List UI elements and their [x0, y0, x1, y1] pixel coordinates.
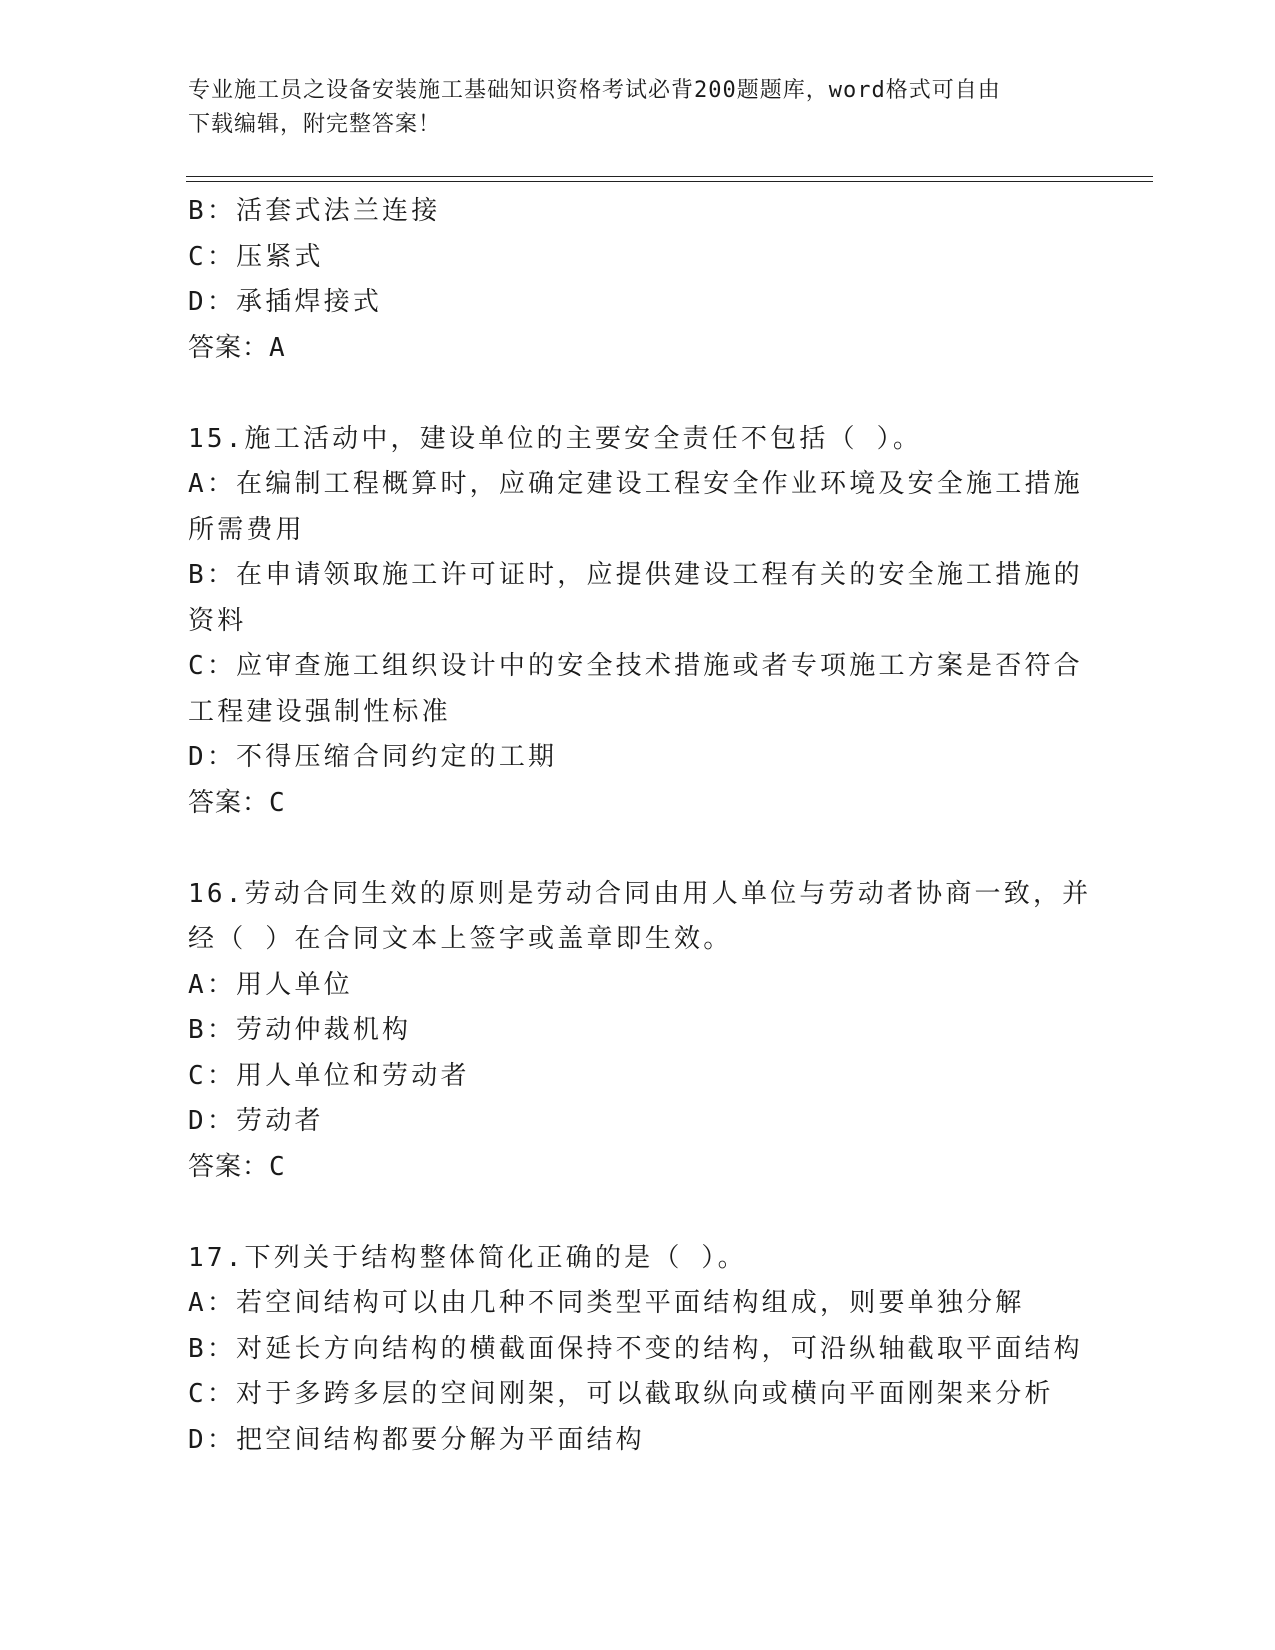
question-spacer: [188, 826, 1088, 872]
question-16: [188, 872, 1092, 1191]
question-stem: 16.劳动合同生效的原则是劳动合同由用人单位与劳动者协商一致，并: [188, 878, 1092, 909]
option-b-continued: 资料: [188, 605, 247, 636]
question-content: [188, 189, 1092, 1463]
header-divider-top: [186, 176, 1153, 177]
question-stem: 15.施工活动中，建设单位的主要安全责任不包括（ ）。: [188, 423, 923, 454]
answer-line: 答案：C: [188, 787, 286, 818]
option-b: B：活套式法兰连接: [188, 196, 441, 226]
option-b: B：劳动仲裁机构: [188, 1015, 412, 1045]
option-a: A：用人单位: [188, 969, 353, 1000]
option-a-continued: 所需费用: [188, 514, 305, 545]
option-d: D：承插焊接式: [188, 287, 383, 317]
option-b: B：在申请领取施工许可证时，应提供建设工程有关的安全施工措施的: [188, 560, 1083, 590]
option-d: D：不得压缩合同约定的工期: [188, 742, 558, 772]
question-14-tail: [188, 189, 1088, 371]
header-line-1: 专业施工员之设备安装施工基础知识资格考试必背200题题库，word格式可自由: [188, 78, 1001, 103]
document-header: [188, 74, 1068, 142]
option-d: D：劳动者: [188, 1106, 324, 1136]
option-a: A：若空间结构可以由几种不同类型平面结构组成，则要单独分解: [188, 1288, 1025, 1318]
question-17: [188, 1236, 1088, 1464]
question-spacer: [188, 1190, 1088, 1236]
question-spacer: [188, 371, 1088, 417]
option-d: D：把空间结构都要分解为平面结构: [188, 1424, 645, 1455]
option-c: C：压紧式: [188, 241, 324, 272]
answer-line: 答案：C: [188, 1151, 286, 1182]
option-c: C：应审查施工组织设计中的安全技术措施或者专项施工方案是否符合: [188, 651, 1083, 681]
question-stem-continued: 经（ ）在合同文本上签字或盖章即生效。: [188, 924, 733, 954]
option-c: C：对于多跨多层的空间刚架，可以截取纵向或横向平面刚架来分析: [188, 1379, 1054, 1409]
option-b: B：对延长方向结构的横截面保持不变的结构，可沿纵轴截取平面结构: [188, 1333, 1083, 1364]
option-c: C：用人单位和劳动者: [188, 1060, 470, 1091]
option-c-continued: 工程建设强制性标准: [188, 696, 451, 727]
option-a: A：在编制工程概算时，应确定建设工程安全作业环境及安全施工措施: [188, 469, 1083, 499]
header-line-2: 下载编辑，附完整答案！: [188, 112, 442, 137]
question-stem: 17.下列关于结构整体简化正确的是（ ）。: [188, 1242, 747, 1273]
question-15: [188, 417, 1088, 827]
header-divider-bottom: [186, 181, 1153, 182]
answer-line: 答案：A: [188, 332, 286, 363]
